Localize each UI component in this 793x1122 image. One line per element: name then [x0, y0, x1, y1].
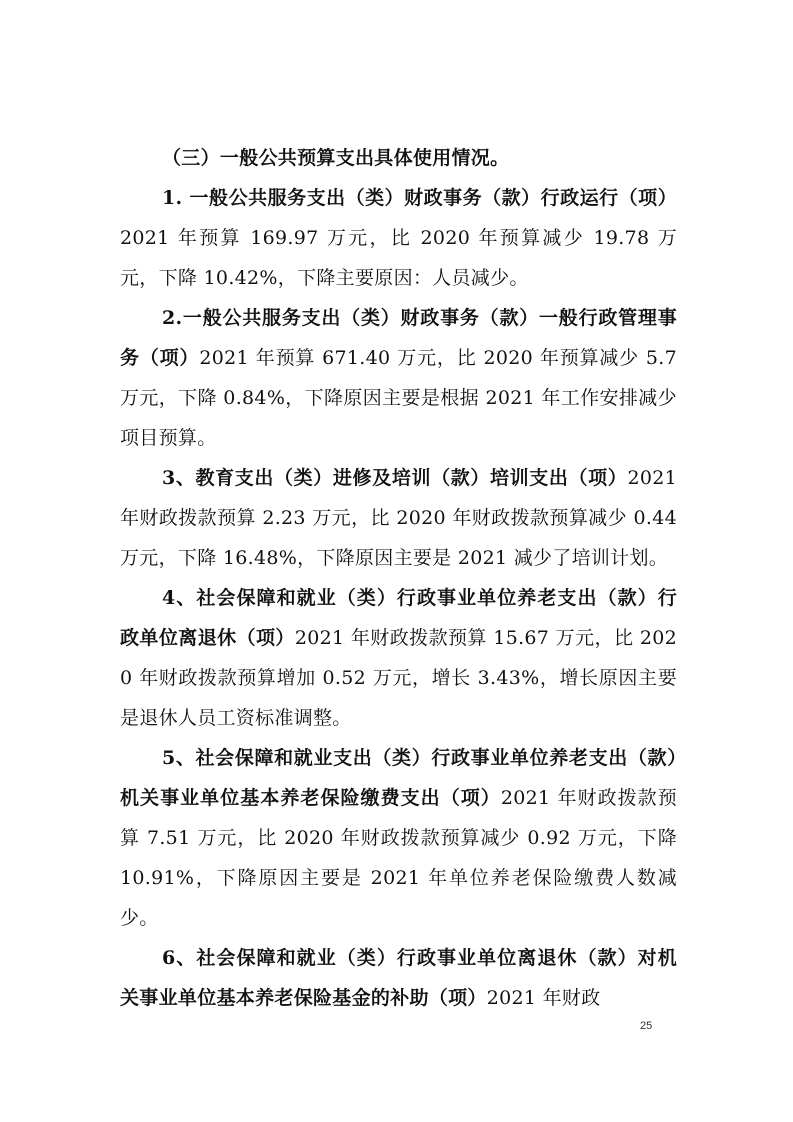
paragraph-item-3: [120, 458, 677, 578]
item-5-title: 5、社会保障和就业支出（类）行政事业单位养老支出（款）机关事业单位基本养老保险缴费支出（项）: [120, 747, 677, 809]
item-6-title: 6、社会保障和就业（类）行政事业单位离退休（款）对机关事业单位基本养老保险基金的补助（项）: [120, 947, 677, 1009]
item-2-body: 2021 年预算 671.40 万元，比 2020 年预算减少 5.7 万元，下降 0.84%，下降原因主要是根据 2021 年工作安排减少项目预算。: [120, 347, 677, 449]
paragraph-item-1: [120, 178, 677, 298]
paragraph-item-4: [120, 578, 677, 738]
paragraph-item-2: [120, 298, 677, 458]
item-4-title: 4、社会保障和就业（类）行政事业单位养老支出（款）行政单位离退休（项）: [120, 587, 677, 649]
item-3-title: 3、教育支出（类）进修及培训（款）培训支出（项）: [162, 467, 628, 489]
item-2-title: 2.一般公共服务支出（类）财政事务（款）一般行政管理事务（项）: [120, 307, 677, 369]
item-4-body: 2021 年财政拨款预算 15.67 万元，比 2020 年财政拨款预算增加 0.52 万元，增长 3.43%，增长原因主要是退休人员工资标准调整。: [120, 627, 677, 729]
page-number: 25: [640, 1020, 653, 1032]
item-1-body: 2021 年预算 169.97 万元，比 2020 年预算减少 19.78 万元，下降 10.42%，下降主要原因：人员减少。: [120, 227, 677, 289]
paragraph-item-5: [120, 738, 677, 938]
paragraph-item-6: [120, 938, 677, 1018]
item-3-body: 2021 年财政拨款预算 2.23 万元，比 2020 年财政拨款预算减少 0.44 万元，下降 16.48%，下降原因主要是 2021 减少了培训计划。: [120, 467, 677, 569]
item-6-body: 2021 年财政: [486, 987, 601, 1009]
item-5-body: 2021 年财政拨款预算 7.51 万元，比 2020 年财政拨款预算减少 0.92 万元，下降 10.91%，下降原因主要是 2021 年单位养老保险缴费人数减少。: [120, 787, 677, 929]
section-heading: （三）一般公共预算支出具体使用情况。: [162, 147, 510, 169]
document-body: [120, 138, 677, 1018]
item-1-title: 1. 一般公共服务支出（类）财政事务（款）行政运行（项）: [162, 187, 677, 209]
